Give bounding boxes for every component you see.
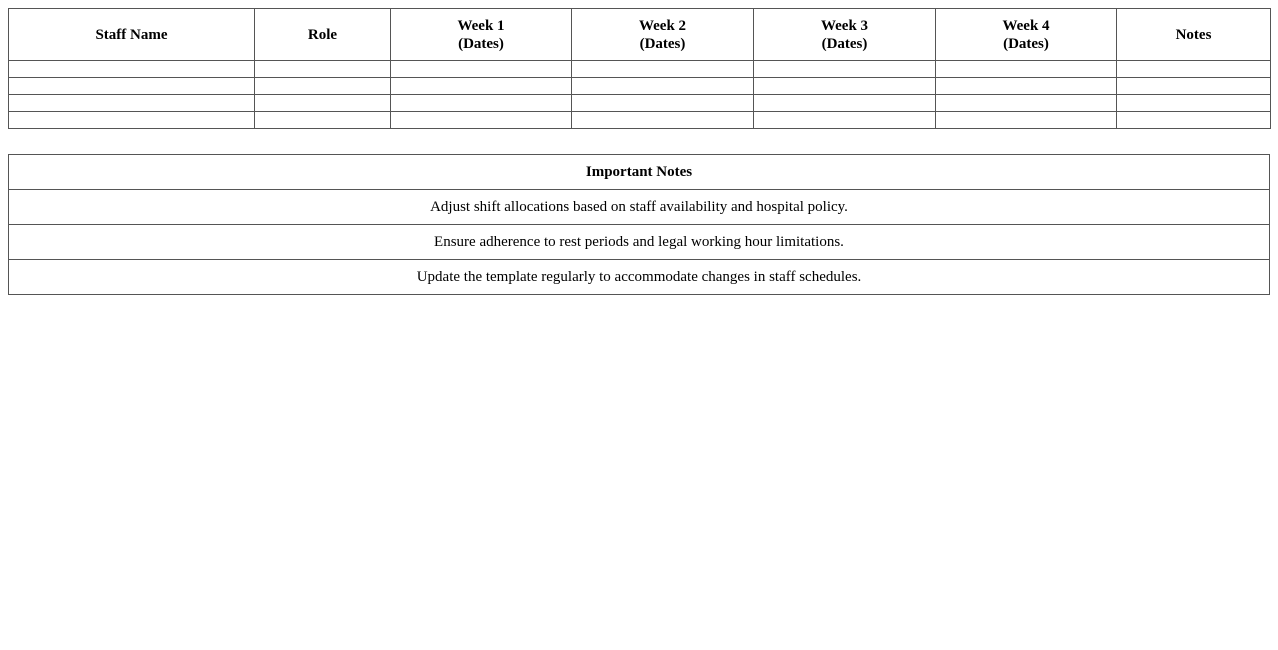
table-cell[interactable] — [391, 112, 572, 129]
header-label: Week 1 — [457, 17, 505, 34]
note-text: Adjust shift allocations based on staff availability and hospital policy. — [9, 190, 1270, 225]
important-notes-title: Important Notes — [9, 155, 1270, 190]
header-label: Week 3 — [820, 17, 869, 34]
table-cell[interactable] — [1117, 95, 1271, 112]
header-sublabel: (Dates) — [458, 35, 504, 52]
table-cell[interactable] — [255, 61, 391, 78]
table-row — [9, 78, 1271, 95]
note-text: Ensure adherence to rest periods and legal working hour limitations. — [9, 225, 1270, 260]
staff-schedule-table — [8, 8, 1271, 129]
table-cell[interactable] — [255, 95, 391, 112]
table-cell[interactable] — [1117, 61, 1271, 78]
table-cell[interactable] — [572, 61, 754, 78]
table-cell[interactable] — [936, 112, 1117, 129]
header-label: Staff Name — [95, 26, 168, 43]
table-cell[interactable] — [391, 61, 572, 78]
table-row — [9, 112, 1271, 129]
table-cell[interactable] — [9, 95, 255, 112]
list-item — [9, 260, 1270, 295]
header-label: Week 4 — [1002, 17, 1050, 34]
header-week-3 — [754, 9, 936, 61]
table-cell[interactable] — [936, 78, 1117, 95]
table-cell[interactable] — [1117, 78, 1271, 95]
header-week-2 — [572, 9, 754, 61]
schedule-header-row — [9, 9, 1271, 61]
table-cell[interactable] — [391, 78, 572, 95]
table-cell[interactable] — [9, 61, 255, 78]
table-cell[interactable] — [572, 112, 754, 129]
table-cell[interactable] — [754, 112, 936, 129]
list-item — [9, 190, 1270, 225]
header-notes — [1117, 9, 1271, 61]
table-cell[interactable] — [754, 95, 936, 112]
table-cell[interactable] — [255, 78, 391, 95]
note-text: Update the template regularly to accommodate changes in staff schedules. — [9, 260, 1270, 295]
table-cell[interactable] — [754, 78, 936, 95]
header-sublabel: (Dates) — [639, 35, 686, 52]
table-cell[interactable] — [9, 112, 255, 129]
table-cell[interactable] — [936, 61, 1117, 78]
header-label: Notes — [1175, 26, 1212, 43]
table-row — [9, 61, 1271, 78]
table-cell[interactable] — [572, 78, 754, 95]
table-row — [9, 95, 1271, 112]
table-cell[interactable] — [754, 61, 936, 78]
header-label: Role — [307, 26, 338, 43]
header-week-4 — [936, 9, 1117, 61]
header-role — [255, 9, 391, 61]
header-week-1 — [391, 9, 572, 61]
header-label: Week 2 — [638, 17, 687, 34]
important-notes-table — [8, 154, 1270, 295]
header-staff-name — [9, 9, 255, 61]
list-item — [9, 225, 1270, 260]
table-cell[interactable] — [572, 95, 754, 112]
table-cell[interactable] — [9, 78, 255, 95]
notes-header-row — [9, 155, 1270, 190]
header-sublabel: (Dates) — [1003, 35, 1049, 52]
header-sublabel: (Dates) — [821, 35, 868, 52]
table-cell[interactable] — [391, 95, 572, 112]
table-cell[interactable] — [1117, 112, 1271, 129]
table-cell[interactable] — [255, 112, 391, 129]
table-cell[interactable] — [936, 95, 1117, 112]
